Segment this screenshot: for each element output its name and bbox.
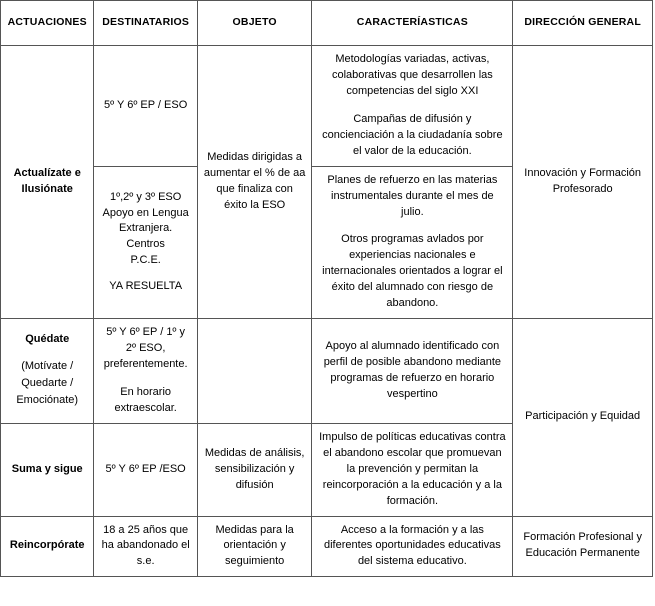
- column-header-caracteristicas: CARACTERÍASTICAS: [312, 1, 513, 46]
- destinatario-line: Extranjera. Centros: [119, 222, 173, 251]
- destinatario-paragraph: En horario extraescolar.: [114, 385, 177, 414]
- cell-objeto-quedate: [197, 319, 312, 424]
- cell-actuacion-quedate: [1, 319, 94, 424]
- table-row: [1, 516, 653, 577]
- cell-actuacion-suma-y-sigue: Suma y sigue: [1, 423, 94, 516]
- cell-caracteristicas-actualizate-2: [312, 166, 513, 319]
- actuacion-subtitle-line: Quedarte /: [21, 377, 74, 390]
- cell-destinatarios-actualizate-2: [94, 166, 197, 319]
- actuacion-subtitle: [7, 358, 87, 409]
- caracteristica-paragraph: Planes de refuerzo en las materias instrumentales durante el mes de julio.: [327, 173, 498, 218]
- caracteristica-paragraph: Otros programas avlados por experiencias nacionales e internacionales orientados a lograr el éxito del alumnado con riesgo de abandono.: [322, 233, 503, 310]
- actuacion-subtitle-line: Emociónate): [16, 394, 79, 407]
- cell-objeto-suma-y-sigue: Medidas de análisis, sensibilización y difusión: [197, 423, 312, 516]
- caracteristica-paragraph: Metodologías variadas, activas, colaborativas que desarrollen las competencias del siglo XXI: [331, 53, 493, 97]
- table-body: [1, 46, 653, 577]
- cell-destinatarios-suma-y-sigue: 5º Y 6º EP /ESO: [94, 423, 197, 516]
- column-header-actuaciones: ACTUACIONES: [1, 1, 94, 46]
- column-header-destinatarios: DESTINATARIOS: [94, 1, 197, 46]
- cell-destinatarios-reincorporate: 18 a 25 años que ha abandonado el s.e.: [94, 516, 197, 577]
- cell-destinatarios-quedate: [94, 319, 197, 424]
- cell-direccion-actualizate: Innovación y Formación Profesorado: [513, 46, 653, 319]
- destinatario-line: YA RESUELTA: [109, 280, 183, 293]
- cell-caracteristicas-quedate: Apoyo al alumnado identificado con perfil de posible abandono mediante programas de refuerzo en horario vespertino: [312, 319, 513, 424]
- table-header-row: [1, 1, 653, 46]
- caracteristica-paragraph: Campañas de difusión y concienciación a la ciudadanía sobre el valor de la educación.: [322, 112, 503, 157]
- column-header-objeto: OBJETO: [197, 1, 312, 46]
- cell-caracteristicas-actualizate-1: [312, 46, 513, 167]
- actuacion-subtitle-line: (Motívate /: [21, 360, 74, 373]
- cell-objeto-reincorporate: Medidas para la orientación y seguimiento: [197, 516, 312, 577]
- destinatario-line: P.C.E.: [130, 254, 161, 267]
- destinatario-paragraph: 5º Y 6º EP / 1º y 2º ESO, preferentemente.: [103, 326, 188, 370]
- actuacion-title: Quédate: [25, 333, 70, 346]
- cell-direccion-participacion: Participación y Equidad: [513, 319, 653, 516]
- table-header: [1, 1, 653, 46]
- cell-destinatarios-actualizate-1: 5º Y 6º EP / ESO: [94, 46, 197, 167]
- cell-direccion-fp: Formación Profesional y Educación Permanente: [513, 516, 653, 577]
- cell-actuacion-reincorporate: Reincorpórate: [1, 516, 94, 577]
- cell-actuacion-actualizate: Actualízate e Ilusiónate: [1, 46, 94, 319]
- column-header-direccion-general: DIRECCIÓN GENERAL: [513, 1, 653, 46]
- table-row: [1, 46, 653, 167]
- destinatario-spacer: [100, 269, 190, 279]
- cell-caracteristicas-suma-y-sigue: Impulso de políticas educativas contra el abandono escolar que promuevan la prevención y permitan la reincorporación a la educación y a la formación.: [312, 423, 513, 516]
- destinatario-line: Apoyo en Lengua: [102, 206, 189, 219]
- destinatario-line: 1º,2º y 3º ESO: [109, 190, 182, 203]
- table-row: [1, 319, 653, 424]
- cell-caracteristicas-reincorporate: Acceso a la formación y a las diferentes oportunidades educativas del sistema educativo.: [312, 516, 513, 577]
- cell-objeto-actualizate: Medidas dirigidas a aumentar el % de aa que finaliza con éxito la ESO: [197, 46, 312, 319]
